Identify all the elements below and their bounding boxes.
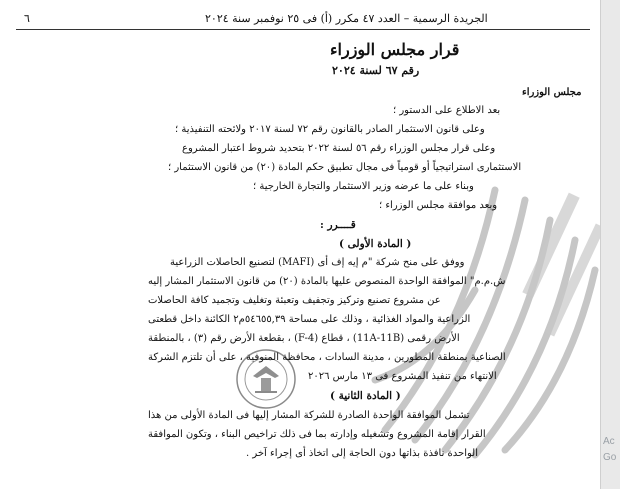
- article-2-title: ( المادة الثانية ): [330, 390, 401, 402]
- gazette-header: الجريدة الرسمية – العدد ٤٧ مكرر (أ) فى ٢٥ نوفمبر سنة ٢٠٢٤: [205, 12, 488, 25]
- article-2-line: الواحدة نافذة بذاتها دون الحاجة إلى اتخاذ أى إجراء آخر .: [246, 448, 478, 459]
- article-1-line: الصناعية بمنطقة المطورين ، مدينة السادات ، محافظة المنوفية ، على أن تلتزم الشركة: [148, 352, 506, 363]
- council-label: مجلس الوزراء: [522, 87, 582, 98]
- article-2-line: تشمل الموافقة الواحدة الصادرة للشركة المشار إليها فى المادة الأولى من هذا: [148, 410, 470, 421]
- viewer-scrollbar[interactable]: [600, 0, 620, 489]
- activation-overlay-line1: Ac: [603, 436, 615, 447]
- header-rule: [16, 29, 590, 30]
- preamble-line: بعد الاطلاع على الدستور ؛: [393, 105, 501, 116]
- preamble-line: الاستثمارى استراتيجياً أو قومياً فى مجال تطبيق حكم المادة (٢٠) من قانون الاستثمار ؛: [168, 162, 522, 173]
- article-1-line: الانتهاء من تنفيذ المشروع فى ١٣ مارس ٢٠٢٦: [308, 371, 497, 382]
- page-number: ٦: [24, 12, 30, 25]
- preamble-line: وعلى قرار مجلس الوزراء رقم ٥٦ لسنة ٢٠٢٢ بتحديد شروط اعتبار المشروع: [182, 143, 496, 154]
- article-1-title: ( المادة الأولى ): [339, 238, 412, 250]
- decree-title: قرار مجلس الوزراء: [330, 40, 460, 59]
- preamble-line: وبناء على ما عرضه وزير الاستثمار والتجارة الخارجية ؛: [253, 181, 474, 192]
- article-1-line: الأرض رقمى (11A-11B) ، قطاع (F-4) ، بقطعة الأرض رقم (٣) ، بالمنطقة: [148, 333, 460, 344]
- decree-number: رقم ٦٧ لسنة ٢٠٢٤: [332, 64, 420, 77]
- preamble-line: وعلى قانون الاستثمار الصادر بالقانون رقم ٧٢ لسنة ٢٠١٧ ولائحته التنفيذية ؛: [175, 124, 485, 135]
- article-1-line: ووفق على منح شركة "م إيه إف أى (MAFI) لتصنيع الحاصلات الزراعية: [170, 257, 465, 268]
- article-1-line: الزراعية والمواد الغذائية ، وذلك على مساحة ٥٤٦٥٥,٣٩م٢ الكائنة داخل قطعتى: [148, 314, 471, 325]
- decree-word: قــــرر :: [320, 219, 356, 231]
- preamble-line: وبعد موافقة مجلس الوزراء ؛: [379, 200, 498, 211]
- article-1-line: عن مشروع تصنيع وتركيز وتجفيف وتعبئة وتغليف وتجميد كافة الحاصلات: [148, 295, 441, 306]
- article-2-line: القرار إقامة المشروع وتشغيله وإدارته بما فى ذلك تراخيص البناء ، وتكون الموافقة: [148, 429, 486, 440]
- article-1-line: ش.م.م" الموافقة الواحدة المنصوص عليها بالمادة (٢٠) من قانون الاستثمار المشار إليه: [148, 276, 506, 287]
- activation-overlay-line2: Go: [603, 452, 617, 463]
